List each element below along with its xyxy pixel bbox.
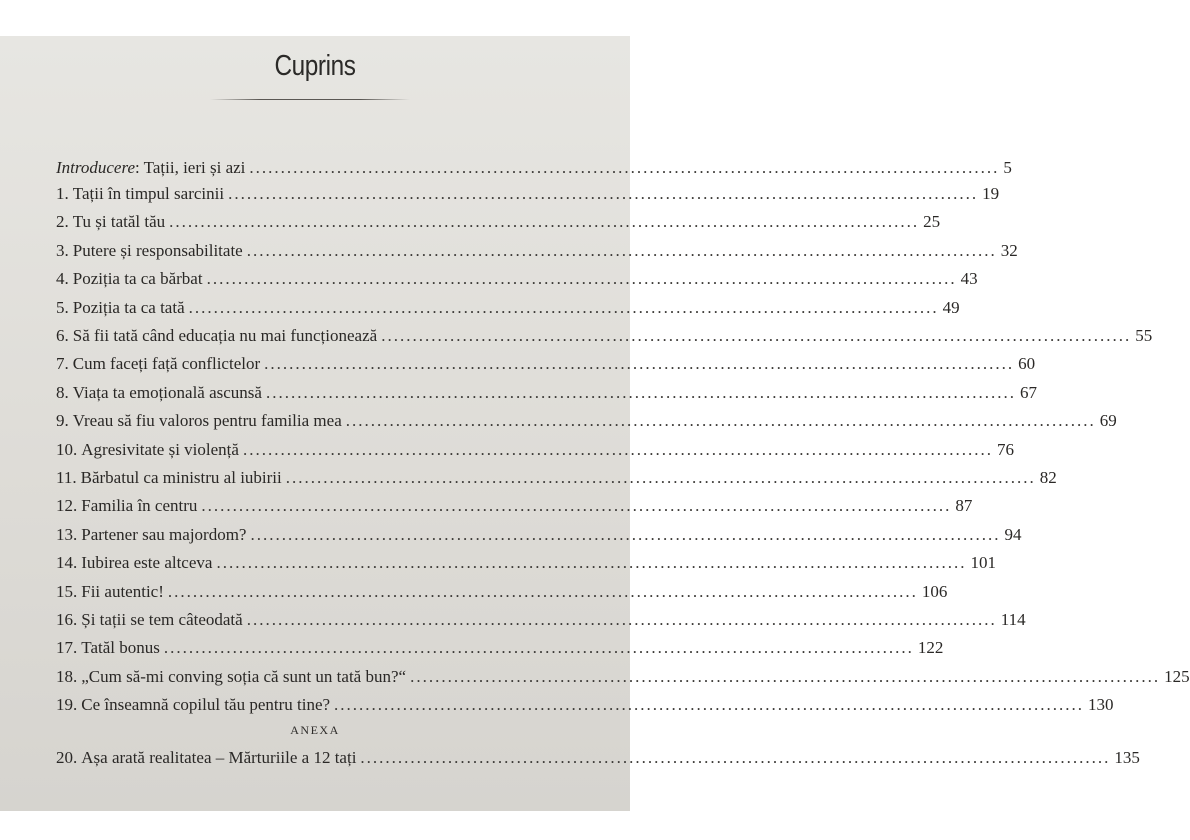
toc-entry-title: Vreau să fiu valoros pentru familia mea	[72, 411, 342, 431]
dot-leader: ........................................................................................................................	[381, 326, 1132, 345]
toc-entry-title: Poziția ta ca bărbat	[72, 269, 203, 289]
toc-entry-number: 4.	[56, 269, 69, 289]
toc-entry-title: Iubirea este altceva	[81, 553, 213, 573]
dot-leader: ........................................................................................................................	[285, 468, 1036, 487]
toc-entry-title: Să fii tată când educația nu mai funcționează	[72, 326, 378, 345]
dot-leader: ........................................................................................................................	[249, 158, 1000, 177]
page-title: Cuprins	[274, 50, 356, 82]
toc-page-number: 87	[955, 496, 973, 516]
dot-leader: ........................................................................................................................	[246, 240, 997, 260]
toc-entry-introduction	[56, 158, 1012, 178]
toc-page-number: 82	[1039, 468, 1057, 487]
toc-entry	[56, 524, 1022, 545]
toc-page-number: 32	[1000, 240, 1018, 260]
toc-entry-title: Fii autentic!	[81, 581, 164, 601]
toc-entry-number: 1.	[56, 184, 69, 203]
toc-entry	[56, 695, 1114, 715]
toc-entry-number: 13.	[56, 524, 78, 544]
toc-entry-title: Agresivitate și violență	[81, 439, 239, 459]
dot-leader: ........................................................................................................................	[228, 184, 979, 203]
toc-entry-number: 5.	[56, 297, 69, 317]
toc-entry-title: Viața ta emoțională ascunsă	[72, 382, 262, 402]
toc-entry-number: 18.	[56, 666, 78, 686]
toc-entry-number: 15.	[56, 581, 78, 601]
toc-page-number: 94	[1004, 524, 1022, 544]
toc-entry	[56, 354, 1036, 374]
dot-leader: ........................................................................................................................	[163, 638, 914, 658]
toc-entry-title: Tatăl bonus	[81, 638, 160, 658]
toc-entry	[56, 666, 1190, 687]
dot-leader: ........................................................................................................................	[167, 581, 918, 601]
toc-entry-number: 14.	[56, 553, 78, 573]
toc-entry-title: Așa arată realitatea – Mărturiile a 12 tați	[81, 748, 357, 767]
toc-entry	[56, 468, 1057, 488]
dot-leader: ........................................................................................................................	[188, 297, 939, 317]
toc-page-number: 125	[1164, 666, 1190, 686]
toc-entry-number: 8.	[56, 382, 69, 402]
toc-page-number: 114	[1000, 610, 1026, 629]
toc-entry-number: 16.	[56, 610, 78, 629]
toc-entry-title: Ce înseamnă copilul tău pentru tine?	[81, 695, 331, 715]
toc-page-number: 106	[921, 581, 948, 601]
toc-entry-number: 6.	[56, 326, 69, 345]
toc-entry	[56, 439, 1014, 460]
toc-entry	[56, 610, 1026, 630]
toc-page-number: 55	[1135, 326, 1153, 345]
toc-entry-number: 9.	[56, 411, 69, 431]
dot-leader: ........................................................................................................................	[360, 748, 1111, 767]
toc-entry-number: 2.	[56, 212, 69, 232]
toc-page-number: 69	[1099, 411, 1117, 431]
dot-leader: ........................................................................................................................	[250, 524, 1001, 544]
dot-leader: ........................................................................................................................	[345, 411, 1096, 431]
dot-leader: ........................................................................................................................	[265, 382, 1016, 402]
title-divider	[210, 99, 410, 100]
toc-intro-label: Introducere	[56, 158, 135, 177]
toc-entry-title: „Cum să-mi conving soția că sunt un tată bun?“	[81, 666, 407, 686]
dot-leader: ........................................................................................................................	[169, 212, 920, 232]
toc-entry	[56, 553, 996, 573]
book-page	[0, 36, 1190, 811]
toc-page-number: 60	[1018, 354, 1036, 374]
dot-leader: ........................................................................................................................	[201, 496, 952, 516]
toc-entry-title: Poziția ta ca tată	[72, 297, 185, 317]
toc-entry	[56, 297, 960, 318]
toc-entry	[56, 326, 1153, 346]
toc-entry-number: 11.	[56, 468, 77, 487]
toc-entry-number: 17.	[56, 638, 78, 658]
toc-entry-title: Partener sau majordom?	[81, 524, 247, 544]
toc-entry-number: 12.	[56, 496, 78, 516]
toc-entry-number: 20.	[56, 748, 78, 767]
toc-entry	[56, 411, 1117, 431]
toc-entry-title: Cum faceți față conflictelor	[72, 354, 261, 374]
toc-entry	[56, 184, 1000, 204]
dot-leader: ........................................................................................................................	[334, 695, 1085, 715]
toc-entry-title	[56, 158, 245, 178]
toc-page-number: 25	[923, 212, 941, 232]
toc-page-number: 76	[996, 439, 1014, 459]
toc-entry	[56, 638, 944, 658]
dot-leader: ........................................................................................................................	[264, 354, 1015, 374]
dot-leader: ........................................................................................................................	[242, 439, 993, 459]
toc-entry-title: Putere și responsabilitate	[72, 240, 243, 260]
toc-entry-number: 19.	[56, 695, 78, 715]
toc-entry	[56, 212, 941, 232]
toc-entry	[56, 269, 978, 289]
dot-leader: ........................................................................................................................	[410, 666, 1161, 686]
toc-entry-title: Tu și tatăl tău	[72, 212, 166, 232]
toc-entry	[56, 240, 1018, 261]
toc-page-number: 5	[1003, 158, 1012, 177]
toc-entry	[56, 496, 973, 516]
toc-entry-title: Și tații se tem câteodată	[81, 610, 243, 629]
toc-page-number: 101	[970, 553, 996, 573]
toc-page-number: 49	[942, 297, 960, 317]
toc-page-number: 43	[960, 269, 978, 289]
dot-leader: ........................................................................................................................	[206, 269, 957, 289]
toc-page-number: 19	[982, 184, 1000, 203]
toc-page-number: 67	[1019, 382, 1037, 402]
dot-leader: ........................................................................................................................	[216, 553, 967, 573]
toc-page-number: 122	[917, 638, 944, 658]
toc-entry-title: Bărbatul ca ministru al iubirii	[80, 468, 282, 487]
toc-entry-number: 3.	[56, 240, 69, 260]
annex-heading: ANEXA	[290, 723, 340, 737]
toc-entry	[56, 581, 948, 602]
toc-intro-title: : Tații, ieri și azi	[135, 158, 246, 177]
toc-entry-number: 10.	[56, 439, 78, 459]
toc-entry-annex	[56, 748, 1140, 768]
toc-entry	[56, 382, 1037, 403]
toc-entry-number: 7.	[56, 354, 69, 374]
toc-page-number: 130	[1088, 695, 1114, 715]
toc-page-number: 135	[1114, 748, 1140, 767]
dot-leader: ........................................................................................................................	[246, 610, 997, 629]
toc-entry-title: Tații în timpul sarcinii	[72, 184, 225, 203]
toc-entry-title: Familia în centru	[81, 496, 198, 516]
